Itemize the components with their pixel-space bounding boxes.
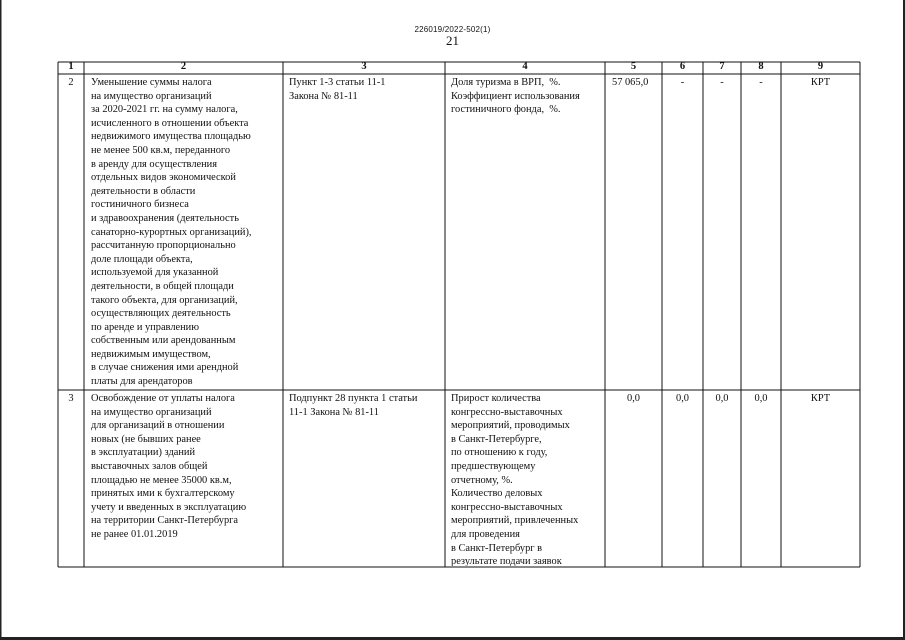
- cell-line: на имущество организаций: [91, 406, 212, 418]
- cell-line: рассчитанную пропорционально: [91, 240, 236, 252]
- cell-line: используемой для указанной: [91, 267, 219, 279]
- cell-line: осуществляющих деятельность: [91, 308, 231, 320]
- cell-line: деятельности, в общей площади: [91, 280, 234, 292]
- cell-line: исчисленного в отношении объекта: [91, 117, 249, 129]
- cell-line: Прирост количества: [451, 393, 541, 404]
- cell-line: Уменьшение суммы налога: [91, 77, 212, 88]
- cell-line: на территории Санкт-Петербурга: [91, 515, 239, 527]
- cell-line: в Санкт-Петербург в: [451, 542, 543, 554]
- cell-line: результате подачи заявок: [451, 556, 562, 566]
- cell-line: не менее 500 кв.м, переданного: [91, 144, 231, 156]
- row-2-indicators: [451, 76, 604, 136]
- cell-line: в аренду для осуществления: [91, 158, 218, 170]
- cell-line: учету и введенных в эксплуатацию: [91, 501, 247, 513]
- header-col-3: 3: [361, 61, 367, 72]
- cell-line: гостиничного бизнеса: [91, 199, 189, 211]
- row-3-col6-value: 0,0: [676, 393, 689, 404]
- header-col-6: 6: [679, 61, 686, 72]
- cell-line: Коэффициент использования: [451, 90, 580, 102]
- cell-line: на имущество организаций: [91, 90, 212, 102]
- cell-line: по аренде и управлению: [91, 321, 200, 333]
- cell-line: Доля туризма в ВРП, %.: [451, 77, 561, 88]
- cell-line: отчетному, %.: [451, 474, 513, 486]
- cell-line: отдельных видов экономической: [91, 172, 236, 184]
- cell-line: деятельности в области: [91, 185, 196, 197]
- page-number: 21: [446, 33, 459, 48]
- cell-line: не ранее 01.01.2019: [91, 528, 178, 540]
- row-3-col7-value: 0,0: [715, 393, 729, 404]
- header-col-7: 7: [719, 61, 725, 72]
- row-2-description: [91, 76, 281, 388]
- cell-line: конгрессно-выставочных: [451, 501, 563, 513]
- header-col-2: 2: [180, 61, 187, 72]
- header-col-8: 8: [758, 61, 764, 72]
- cell-line: Закона № 81-11: [289, 90, 358, 102]
- row-3-indicators: [451, 392, 604, 566]
- cell-line: для организаций в отношении: [91, 420, 225, 432]
- row-3-description: [91, 392, 281, 564]
- header-col-9: 9: [817, 61, 824, 72]
- cell-line: недвижимого имущества площадью: [91, 131, 251, 143]
- document-id: 226019/2022-502(1): [414, 25, 491, 34]
- cell-line: санаторно-курортных организаций),: [91, 226, 252, 238]
- cell-line: в случае снижения ими арендной: [91, 362, 239, 374]
- row-3-legal-basis: [289, 392, 443, 432]
- cell-line: в эксплуатации) зданий: [91, 447, 196, 459]
- cell-line: предшествующему: [451, 460, 536, 472]
- row-3-number: 3: [68, 393, 74, 404]
- cell-line: гостиничного фонда, %.: [451, 104, 561, 116]
- cell-line: в Санкт-Петербурге,: [451, 433, 542, 445]
- row-2-col8-value: -: [759, 77, 763, 88]
- header-col-5: 5: [630, 61, 637, 72]
- cell-line: за 2020-2021 гг. на сумму налога,: [91, 104, 238, 116]
- row-3-col5-value: 0,0: [627, 393, 640, 404]
- cell-line: принятых ими к бухгалтерскому: [91, 488, 235, 500]
- row-3-col9-value: КРТ: [810, 393, 831, 404]
- cell-line: по отношению к году,: [451, 447, 548, 459]
- row-2-col7-value: -: [720, 77, 724, 88]
- row-2-legal-basis: [289, 76, 443, 136]
- cell-line: Количество деловых: [451, 488, 543, 500]
- cell-line: собственным или арендованным: [91, 335, 236, 347]
- header-col-4: 4: [522, 61, 528, 72]
- cell-line: платы для арендаторов: [91, 376, 193, 388]
- header-col-1: 1: [68, 61, 74, 72]
- row-2-col6-value: -: [680, 77, 685, 88]
- cell-line: новых (не бывших ранее: [91, 433, 201, 445]
- row-2-col9-value: КРТ: [810, 77, 831, 88]
- cell-line: недвижимым имуществом,: [91, 348, 211, 360]
- cell-line: площадью не менее 35000 кв.м,: [91, 474, 232, 486]
- cell-line: такого объекта, для организаций,: [91, 294, 238, 306]
- cell-line: Подпункт 28 пункта 1 статьи: [289, 393, 418, 404]
- cell-line: мероприятий, привлеченных: [451, 515, 579, 527]
- cell-line: мероприятий, проводимых: [451, 420, 570, 432]
- cell-line: доле площади объекта,: [91, 253, 193, 265]
- cell-line: Пункт 1-3 статьи 11-1: [289, 77, 386, 88]
- row-2-number: 2: [68, 77, 74, 88]
- cell-line: выставочных залов общей: [91, 460, 208, 472]
- cell-line: конгрессно-выставочных: [451, 406, 563, 418]
- cell-line: Освобождение от уплаты налога: [91, 393, 235, 404]
- cell-line: для проведения: [451, 528, 520, 540]
- row-3-col8-value: 0,0: [754, 393, 768, 404]
- row-2-col5-value: 57 065,0: [612, 77, 649, 88]
- cell-line: 11-1 Закона № 81-11: [289, 406, 379, 418]
- cell-line: и здравоохранения (деятельность: [91, 212, 239, 224]
